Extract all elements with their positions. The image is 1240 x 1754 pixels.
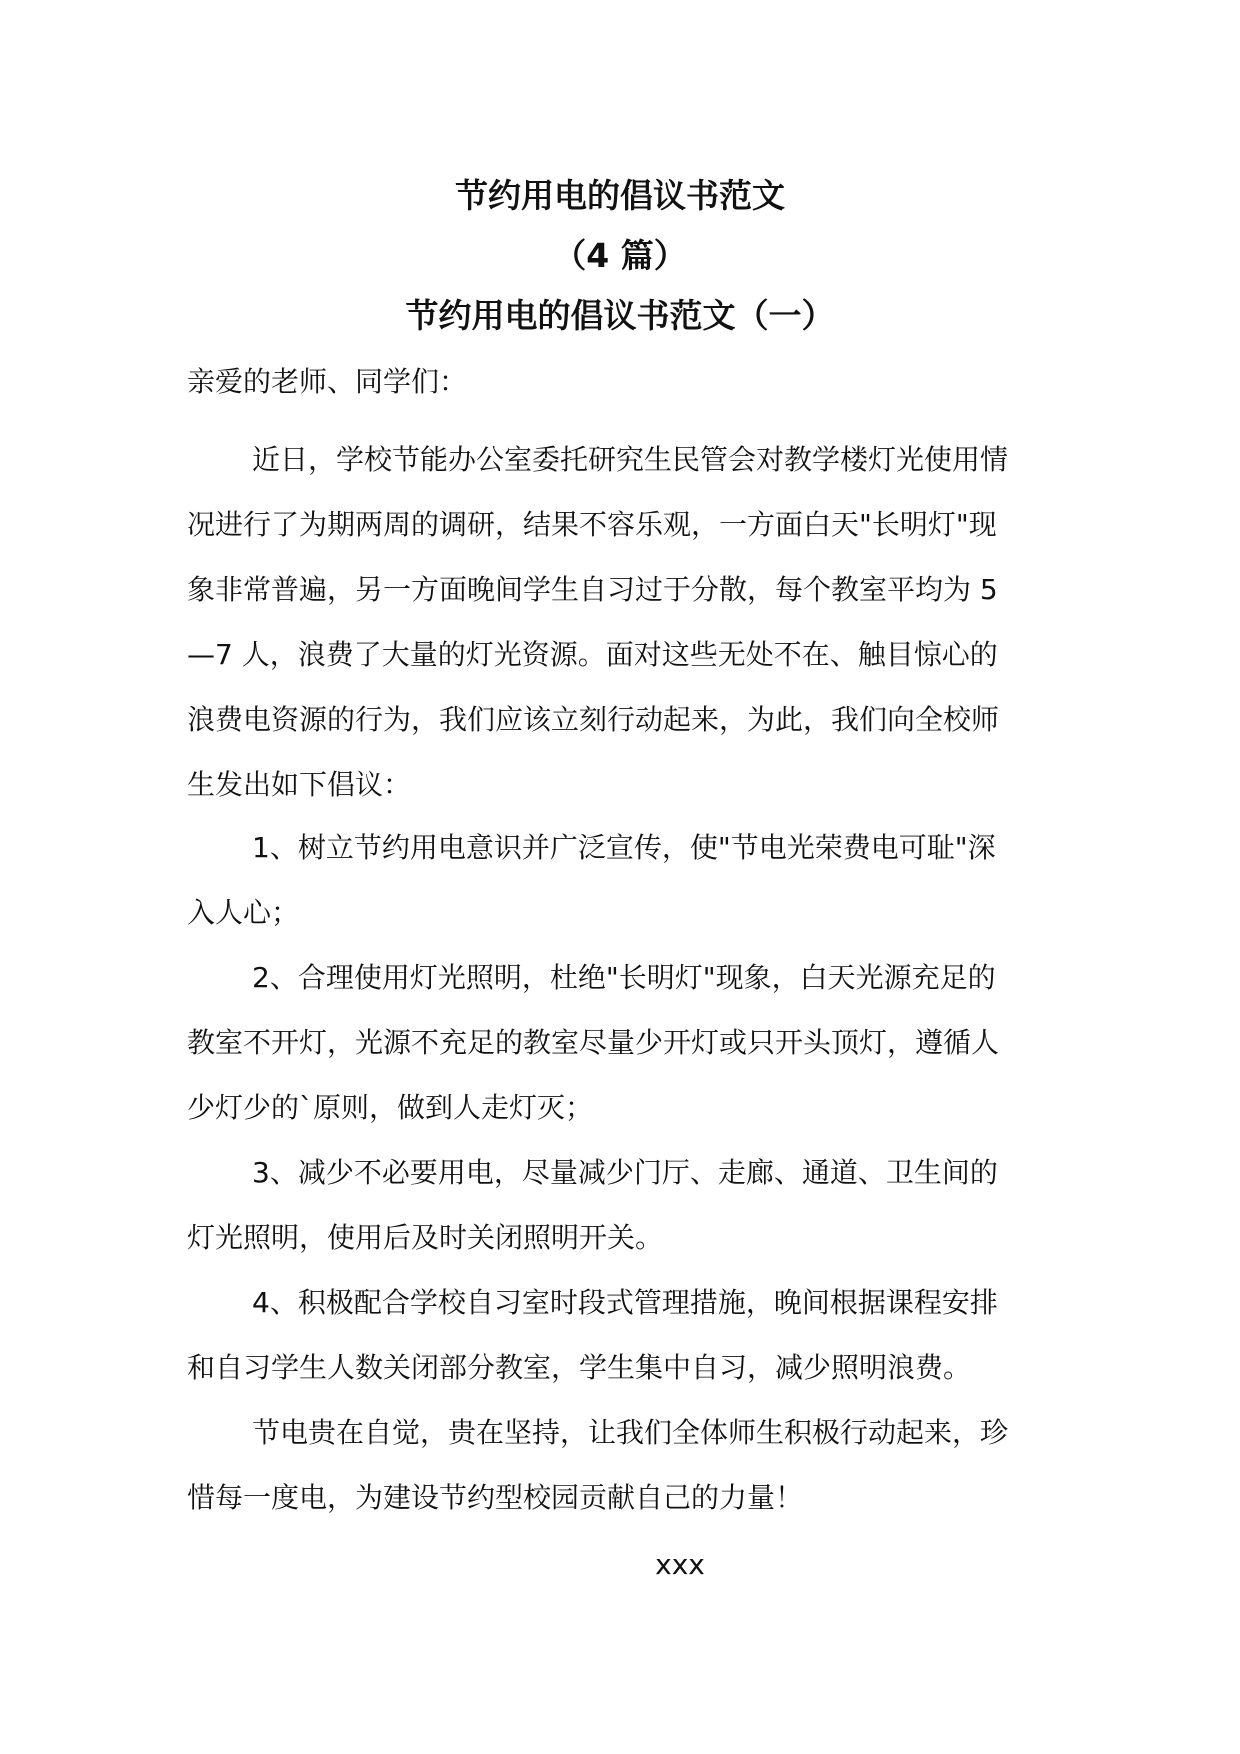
paragraph-5-line-1: 4、积极配合学校自习室时段式管理措施，晚间根据课程安排	[252, 1286, 998, 1319]
paragraph-6-line-2: 惜每一度电，为建设节约型校园贡献自己的力量！	[187, 1481, 804, 1514]
section-title: 节约用电的倡议书范文（一）	[405, 296, 835, 335]
document-title: 节约用电的倡议书范文	[455, 176, 785, 215]
paragraph-1-line-5: 浪费电资源的行为，我们应该立刻行动起来，为此，我们向全校师	[187, 703, 1000, 736]
paragraph-3-line-3: 少灯少的`原则，做到人走灯灭；	[187, 1091, 594, 1124]
paragraph-1-line-3: 象非常普遍，另一方面晚间学生自习过于分散，每个教室平均为 5	[187, 573, 998, 606]
salutation: 亲爱的老师、同学们：	[187, 365, 468, 398]
signature: xxx	[655, 1548, 705, 1581]
paragraph-4-line-1: 3、减少不必要用电，尽量减少门厅、走廊、通道、卫生间的	[252, 1156, 998, 1189]
paragraph-1-line-6: 生发出如下倡议：	[187, 768, 412, 801]
paragraph-2-line-1: 1、树立节约用电意识并广泛宣传，使"节电光荣费电可耻"深	[252, 831, 996, 864]
paragraph-1-line-4: —7 人，浪费了大量的灯光资源。面对这些无处不在、触目惊心的	[187, 638, 998, 671]
paragraph-6-line-1: 节电贵在自觉，贵在坚持，让我们全体师生积极行动起来，珍	[252, 1416, 1009, 1449]
paragraph-1-line-2: 况进行了为期两周的调研，结果不容乐观，一方面白天"长明灯"现	[187, 508, 997, 541]
paragraph-5-line-2: 和自习学生人数关闭部分教室，学生集中自习，减少照明浪费。	[187, 1351, 972, 1384]
paragraph-1-line-1: 近日，学校节能办公室委托研究生民管会对教学楼灯光使用情	[252, 443, 1009, 476]
paragraph-3-line-2: 教室不开灯，光源不充足的教室尽量少开灯或只开头顶灯，遵循人	[187, 1026, 1000, 1059]
paragraph-4-line-2: 灯光照明，使用后及时关闭照明开关。	[187, 1221, 664, 1254]
paragraph-3-line-1: 2、合理使用灯光照明，杜绝"长明灯"现象，白天光源充足的	[252, 961, 996, 994]
paragraph-2-line-2: 入人心；	[187, 896, 300, 929]
document-subtitle: （4 篇）	[553, 236, 687, 275]
